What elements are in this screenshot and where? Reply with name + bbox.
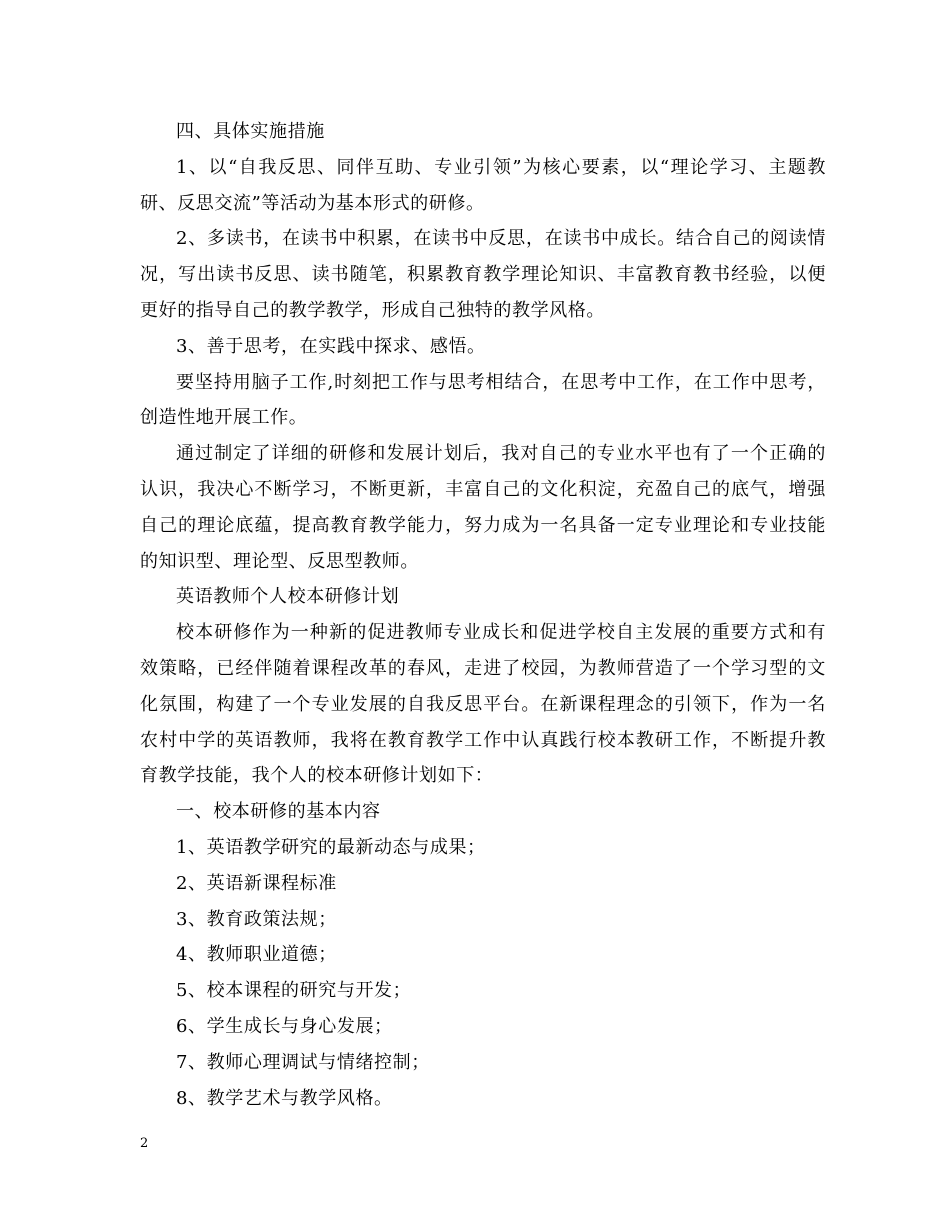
list-item: 3、教育政策法规；: [176, 908, 337, 930]
document-body: [140, 114, 826, 1116]
list-item: 7、教师心理调试与情绪控制；: [176, 1051, 430, 1073]
section-heading: 四、具体实施措施: [176, 121, 325, 142]
paragraph: 1、以“自我反思、同伴互助、专业引领”为核心要素，以“理论学习、主题教研、反思交流”等活动为基本形式的研修。: [140, 156, 826, 214]
page-number: 2: [140, 1136, 149, 1151]
paragraph: 通过制定了详细的研修和发展计划后，我对自己的专业水平也有了一个正确的认识，我决心不断学习，不断更新，丰富自己的文化积淀，充盈自己的底气，增强自己的理论底蕴，提高教育教学能力，努力成为一名具备一定专业理论和专业技能的知识型、理论型、反思型教师。: [140, 443, 826, 572]
section-heading: 一、校本研修的基本内容: [176, 801, 381, 823]
paragraph: 2、多读书，在读书中积累，在读书中反思，在读书中成长。结合自己的阅读情况，写出读书反思、读书随笔，积累教育教学理论知识、丰富教育教书经验，以便更好的指导自己的教学教学，形成自己独特的教学风格。: [140, 228, 826, 321]
document-title: 英语教师个人校本研修计划: [176, 586, 400, 608]
list-item: 8、教学艺术与教学风格。: [176, 1087, 393, 1109]
list-item: 1、英语教学研究的最新动态与成果；: [176, 836, 486, 858]
paragraph: 要坚持用脑子工作,时刻把工作与思考相结合，在思考中工作，在工作中思考，创造性地开展工作。: [140, 371, 826, 429]
list-item: 6、学生成长与身心发展；: [176, 1015, 393, 1037]
paragraph: 3、善于思考，在实践中探求、感悟。: [176, 335, 486, 357]
list-item: 2、英语新课程标准: [176, 872, 337, 894]
list-item: 4、教师职业道德；: [176, 944, 337, 966]
list-item: 5、校本课程的研究与开发；: [176, 980, 412, 1002]
paragraph: 校本研修作为一种新的促进教师专业成长和促进学校自主发展的重要方式和有效策略，已经伴随着课程改革的春风，走进了校园，为教师营造了一个学习型的文化氛围，构建了一个专业发展的自我反思平台。在新课程理念的引领下，作为一名农村中学的英语教师，我将在教育教学工作中认真践行校本教研工作，不断提升教育教学技能，我个人的校本研修计划如下：: [140, 622, 826, 787]
